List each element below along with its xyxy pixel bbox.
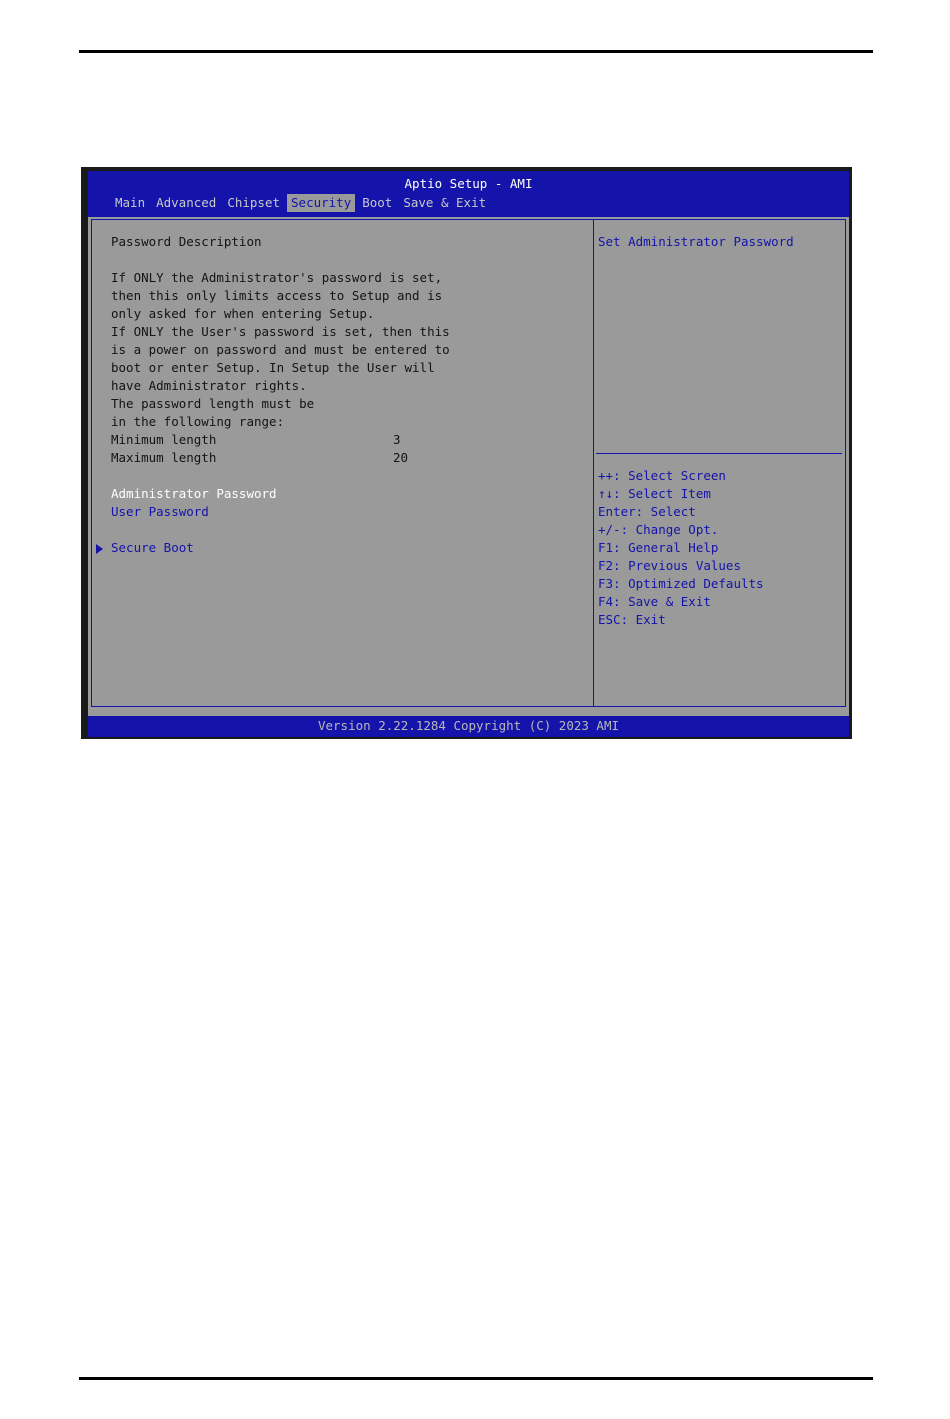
- description-line: in the following range:: [111, 414, 285, 429]
- tab-main[interactable]: Main: [115, 195, 146, 210]
- tab-bar: [111, 194, 493, 212]
- top-rule: [79, 50, 873, 53]
- help-panel: [594, 219, 846, 707]
- item-help-text: Set Administrator Password: [598, 234, 794, 249]
- key-help-line: ++: Select Screen: [598, 468, 726, 483]
- key-help-line: ↑↓: Select Item: [598, 486, 711, 501]
- key-help-line: F3: Optimized Defaults: [598, 576, 764, 591]
- help-divider: [596, 453, 842, 454]
- app-title: Aptio Setup - AMI: [404, 176, 533, 191]
- min-length-value: 3: [393, 432, 401, 447]
- key-help-line: ESC: Exit: [598, 612, 666, 627]
- secure-boot-item[interactable]: Secure Boot: [111, 540, 194, 555]
- bios-screenshot: [81, 167, 852, 739]
- key-help-line: +/-: Change Opt.: [598, 522, 719, 537]
- max-length-value: 20: [393, 450, 409, 465]
- key-help-line: F2: Previous Values: [598, 558, 741, 573]
- administrator-password-item[interactable]: Administrator Password: [111, 486, 277, 501]
- max-length-label: Maximum length: [111, 450, 217, 465]
- tab-advanced[interactable]: Advanced: [156, 195, 217, 210]
- key-help-line: Enter: Select: [598, 504, 696, 519]
- description-line: then this only limits access to Setup and is: [111, 288, 443, 303]
- tab-boot[interactable]: Boot: [362, 195, 393, 210]
- description-line: only asked for when entering Setup.: [111, 306, 375, 321]
- min-length-label: Minimum length: [111, 432, 217, 447]
- bottom-rule: [79, 1377, 873, 1380]
- description-line: have Administrator rights.: [111, 378, 307, 393]
- tab-save-exit[interactable]: Save & Exit: [403, 195, 487, 210]
- user-password-item[interactable]: User Password: [111, 504, 209, 519]
- description-line: boot or enter Setup. In Setup the User will: [111, 360, 435, 375]
- footer-bar: [88, 716, 849, 737]
- description-line: If ONLY the User's password is set, then this: [111, 324, 450, 339]
- key-help-line: F4: Save & Exit: [598, 594, 711, 609]
- bios-screen: [88, 171, 849, 737]
- description-line: If ONLY the Administrator's password is set,: [111, 270, 443, 285]
- password-description-heading: Password Description: [111, 234, 262, 249]
- tab-security[interactable]: Security: [287, 194, 355, 212]
- key-help-line: F1: General Help: [598, 540, 719, 555]
- description-line: is a power on password and must be entered to: [111, 342, 450, 357]
- submenu-arrow-icon: [96, 544, 103, 554]
- tab-chipset[interactable]: Chipset: [227, 195, 281, 210]
- description-line: The password length must be: [111, 396, 315, 411]
- title-bar: [88, 171, 849, 217]
- version-text: Version 2.22.1284 Copyright (C) 2023 AMI: [317, 718, 620, 733]
